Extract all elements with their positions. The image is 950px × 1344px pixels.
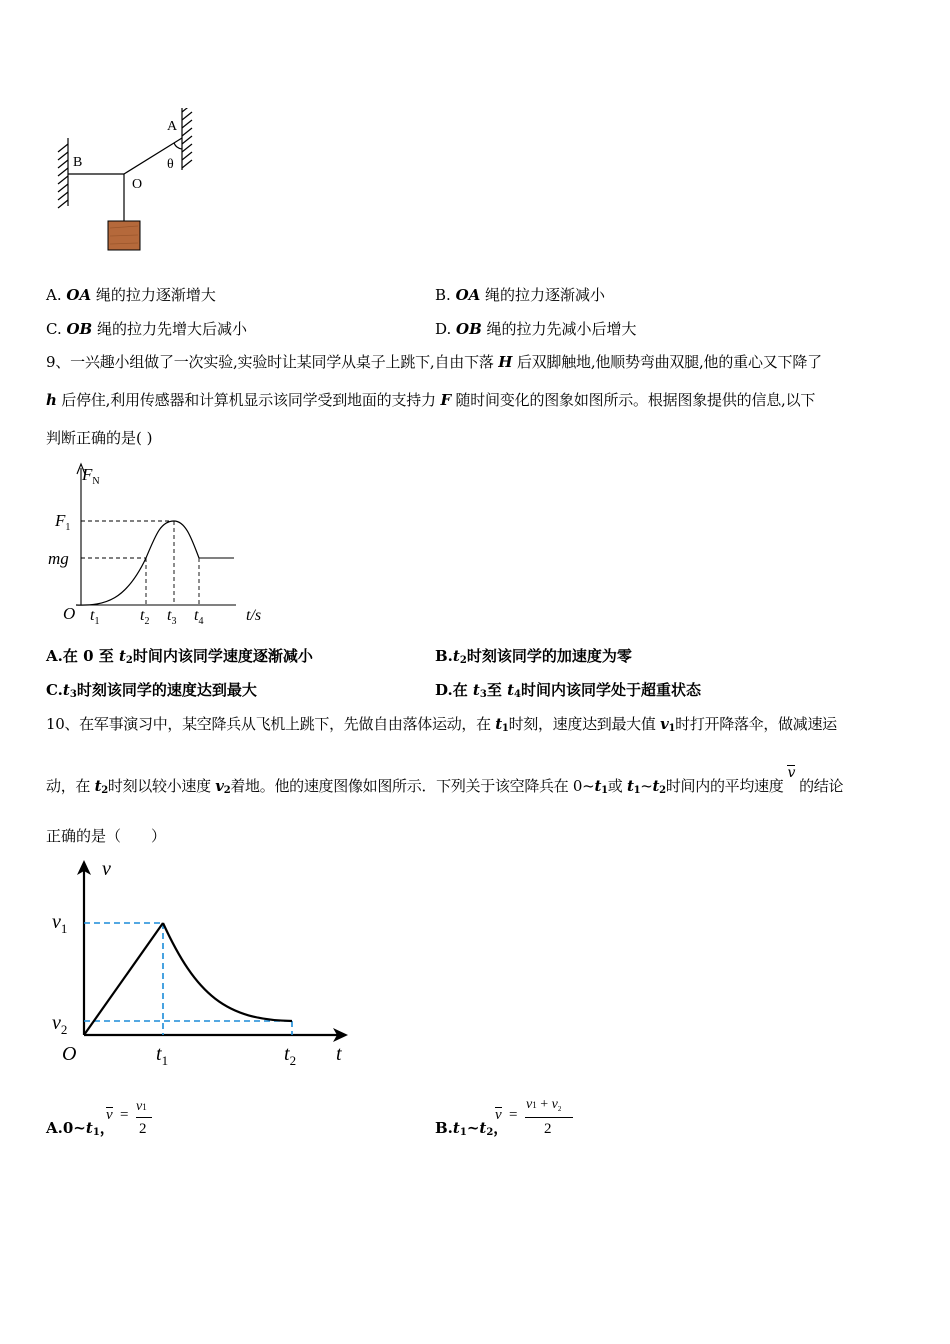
t2-label: $t_2$ xyxy=(284,1043,297,1068)
force-time-graph xyxy=(46,460,296,630)
v-axis-label: v xyxy=(102,858,111,880)
f1-label: $F_1$ xyxy=(55,511,71,533)
t-axis-label: t xyxy=(336,1043,342,1065)
q10-option-b[interactable]: $B.t_1\sim t_2$， xyxy=(435,1119,509,1138)
q10-formula-a: v = v1 2 xyxy=(106,1097,166,1142)
avg-velocity-symbol: v xyxy=(787,765,796,781)
rope-diagram xyxy=(50,108,200,258)
q10-stem-line1: 10、在军事演习中，某空降兵从飞机上跳下，先做自由落体运动，在 $t_1$时刻，速度达到最大值 $v_1$时打开降落伞，做减速运 xyxy=(46,715,837,734)
q9-option-a[interactable]: A.在 0 至 $t_2$时间内该同学速度逐渐减小 xyxy=(46,647,313,666)
q9-stem-line3: 判断正确的是( ) xyxy=(46,429,153,447)
q9-stem-line1: 9、一兴趣小组做了一次实验,实验时让某同学从桌子上跳下,自由下落 H 后双脚触地,他顺势弯曲双腿,他的重心又下降了 xyxy=(46,353,822,371)
v1-label: $v_1$ xyxy=(52,911,68,936)
q8-option-b[interactable]: B. OA 绳的拉力逐渐减小 xyxy=(435,286,606,304)
label-theta: θ xyxy=(167,157,174,172)
t4-label: $t_4$ xyxy=(194,607,204,627)
q8-option-a[interactable]: A. OA 绳的拉力逐渐增大 xyxy=(46,286,216,304)
x-axis-label: t/s xyxy=(246,607,262,624)
q8-option-c[interactable]: C. OB 绳的拉力先增大后减小 xyxy=(46,320,248,338)
q8-option-d[interactable]: D. OB 绳的拉力先减小后增大 xyxy=(435,320,637,338)
fa-numerator: v1 xyxy=(136,1099,147,1114)
t1-label: $t_1$ xyxy=(90,607,100,627)
fb-numerator: $v1 + v_2$ xyxy=(526,1097,562,1113)
t2-label: $t_2$ xyxy=(140,607,150,627)
t1-label: $t_1$ xyxy=(156,1043,169,1068)
q9-option-c[interactable]: $C.t_3$时刻该同学的速度达到最大 xyxy=(46,681,257,700)
y-axis-label: $F_N$ xyxy=(82,465,100,487)
label-B: B xyxy=(73,155,83,170)
q10-stem-line2: 动，在 $t_2$时刻以较小速度 $v_2$着地。他的速度图像如图所示．下列关于该空降兵在 $0\sim t_1$或 $t_1\sim t_2$时间内的平均速度v的结论 xyxy=(46,765,844,796)
mg-label: mg xyxy=(48,549,69,568)
velocity-time-graph xyxy=(46,855,366,1075)
t3-label: $t_3$ xyxy=(167,607,177,627)
origin-label: O xyxy=(62,1043,77,1065)
origin-label: O xyxy=(63,604,76,623)
q9-stem-line2: h 后停住,利用传感器和计算机显示该同学受到地面的支持力 F 随时间变化的图象如图所示。根据图象提供的信息,以下 xyxy=(46,391,816,409)
v2-label: $v_2$ xyxy=(52,1012,68,1037)
q10-formula-b: v = $v1 + v_2$ 2 xyxy=(495,1097,585,1142)
q10-option-a[interactable]: $A.0\sim t_1$， xyxy=(46,1119,115,1138)
label-O: O xyxy=(132,177,143,192)
label-A: A xyxy=(167,119,178,134)
q9-option-b[interactable]: $B.t_2$时刻该同学的加速度为零 xyxy=(435,647,632,666)
q9-option-d[interactable]: D.在 $t_3$至 $t_4$时间内该同学处于超重状态 xyxy=(435,681,701,700)
q10-stem-line3: 正确的是（ ） xyxy=(46,827,167,845)
